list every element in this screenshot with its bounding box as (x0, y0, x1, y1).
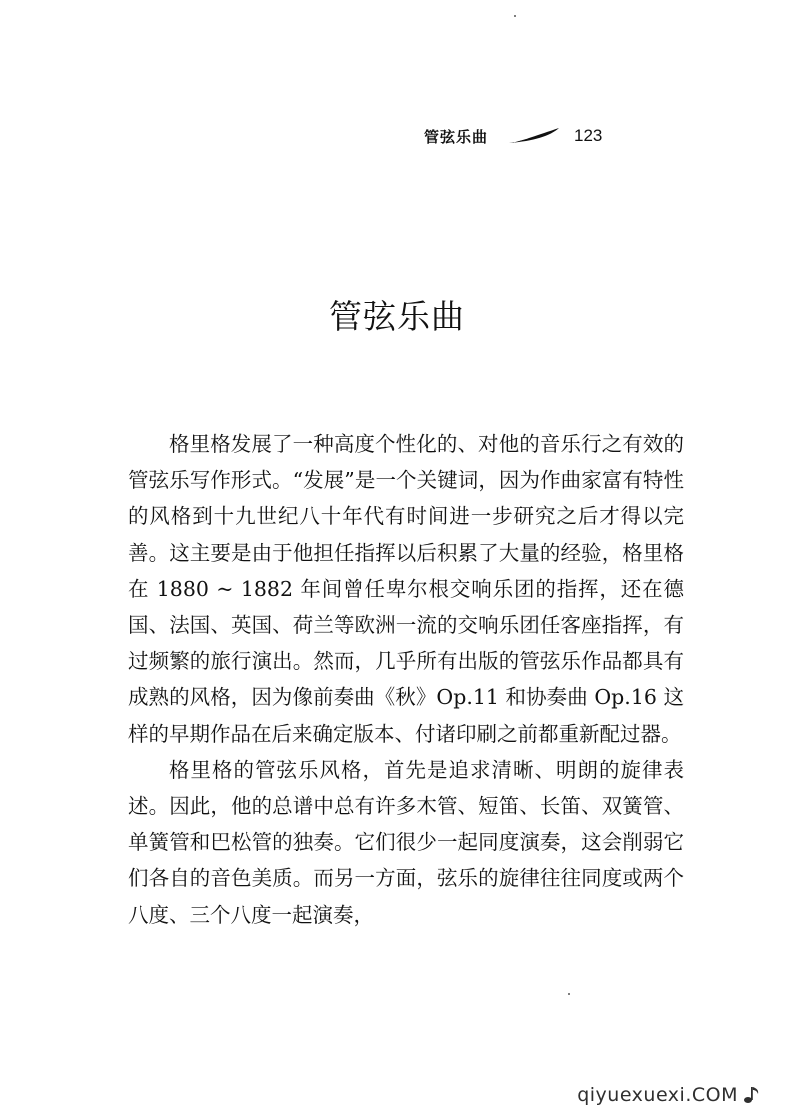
site-watermark (577, 1084, 762, 1106)
running-title: 管弦乐曲 (424, 127, 489, 146)
body-text (128, 426, 684, 933)
page-number: 123 (574, 126, 603, 145)
scan-speck (568, 993, 570, 995)
paragraph-1: 格里格发展了一种高度个性化的、对他的音乐行之有效的管弦乐写作形式。“发展”是一个关键词，因为作曲家富有特性的风格到十九世纪八十年代有时间进一步研究之后才得以完善。这主要是由于他担任指挥以后积累了大量的经验，格里格在 1880 ~ 1882 年间曾任卑尔根交响乐团的指挥，还在德国、法国、英国、荷兰等欧洲一流的交响乐团任客座指挥，有过频繁的旅行演出。然而，几乎所有出版的管弦乐作品都具有成熟的风格，因为像前奏曲《秋》Op.11 和协奏曲 Op.16 这样的早期作品在后来确定版本、付诸印刷之前都重新配过器。 (128, 432, 684, 746)
music-note-icon (742, 1085, 762, 1105)
watermark-text: qiyuexuexi.COM (577, 1084, 738, 1106)
paragraph-2: 格里格的管弦乐风格，首先是追求清晰、明朗的旋律表述。因此，他的总谱中总有许多木管、短笛、长笛、双簧管、单簧管和巴松管的独奏。它们很少一起同度演奏，这会削弱它们各自的音色美质。而另一方面，弦乐的旋律往往同度或两个八度、三个八度一起演奏， (128, 757, 684, 927)
quill-ornament-icon (508, 127, 560, 145)
running-header (424, 124, 602, 148)
chapter-title: 管弦乐曲 (329, 297, 465, 336)
scan-speck (514, 15, 516, 17)
